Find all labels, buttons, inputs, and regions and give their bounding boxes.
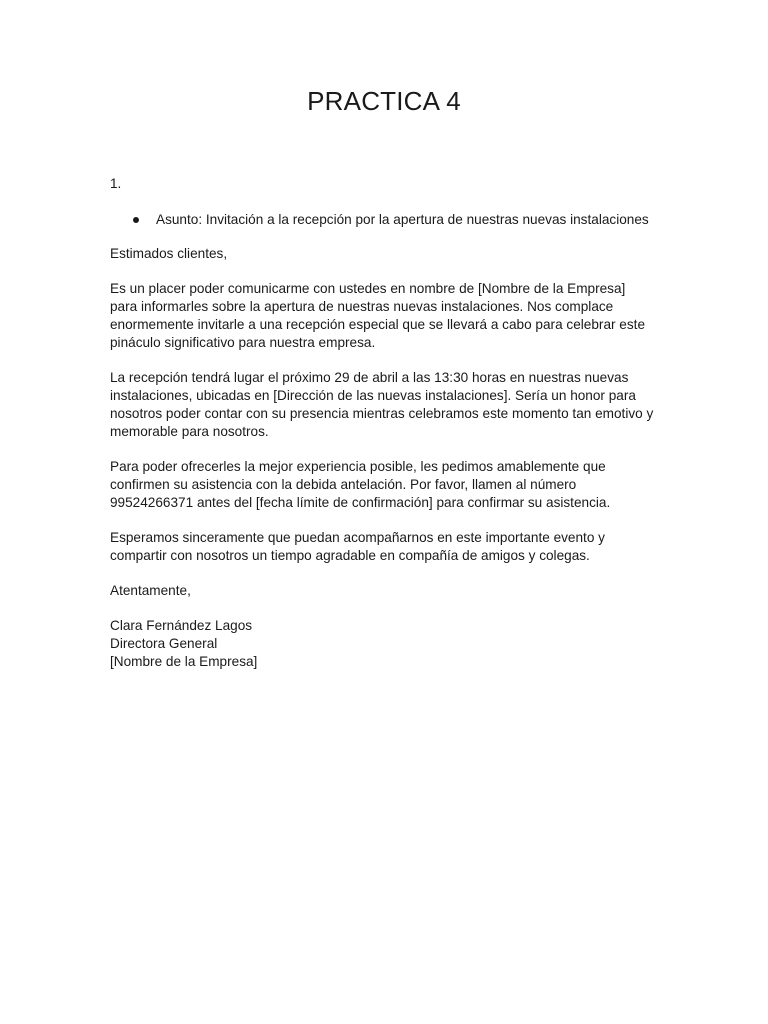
paragraph-rsvp: Para poder ofrecerles la mejor experiencia posible, les pedimos amablemente que confirmen su asistencia con la debida antelación. Por favor, llamen al número 99524266371 antes del [fecha límite de confirmación] para confirmar su asistencia. (110, 459, 611, 510)
closing: Atentamente, (110, 583, 191, 598)
item-number: 1. (110, 176, 122, 191)
signature-block (110, 617, 655, 671)
paragraph-details: La recepción tendrá lugar el próximo 29 de abril a las 13:30 horas en nuestras nuevas instalaciones, ubicadas en [Dirección de las nuevas instalaciones]. Sería un honor para nosotros poder contar con su presencia mientras celebramos este momento tan emotivo y memorable para nosotros. (110, 370, 654, 439)
paragraph-intro: Es un placer poder comunicarme con ustedes en nombre de [Nombre de la Empresa] para informarles sobre la apertura de nuestras nuevas instalaciones. Nos complace enormemente invitarle a una recepción especial que se llevará a cabo para celebrar este pináculo significativo para nuestra empresa. (110, 281, 646, 350)
bullet-dot-icon (133, 217, 139, 223)
subject-text: Asunto: Invitación a la recepción por la apertura de nuestras nuevas instalaciones (156, 212, 649, 227)
page-title: PRACTICA 4 (307, 86, 461, 116)
signature-role: Directora General (110, 636, 218, 651)
greeting: Estimados clientes, (110, 246, 228, 261)
document-body (110, 175, 655, 671)
subject-bullet-item (110, 211, 655, 229)
subject-list (110, 211, 655, 229)
paragraph-closing-wish: Esperamos sinceramente que puedan acompañarnos en este importante evento y compartir con nosotros un tiempo agradable en compañía de amigos y colegas. (110, 530, 605, 563)
signature-company: [Nombre de la Empresa] (110, 654, 258, 669)
signature-name: Clara Fernández Lagos (110, 618, 253, 633)
